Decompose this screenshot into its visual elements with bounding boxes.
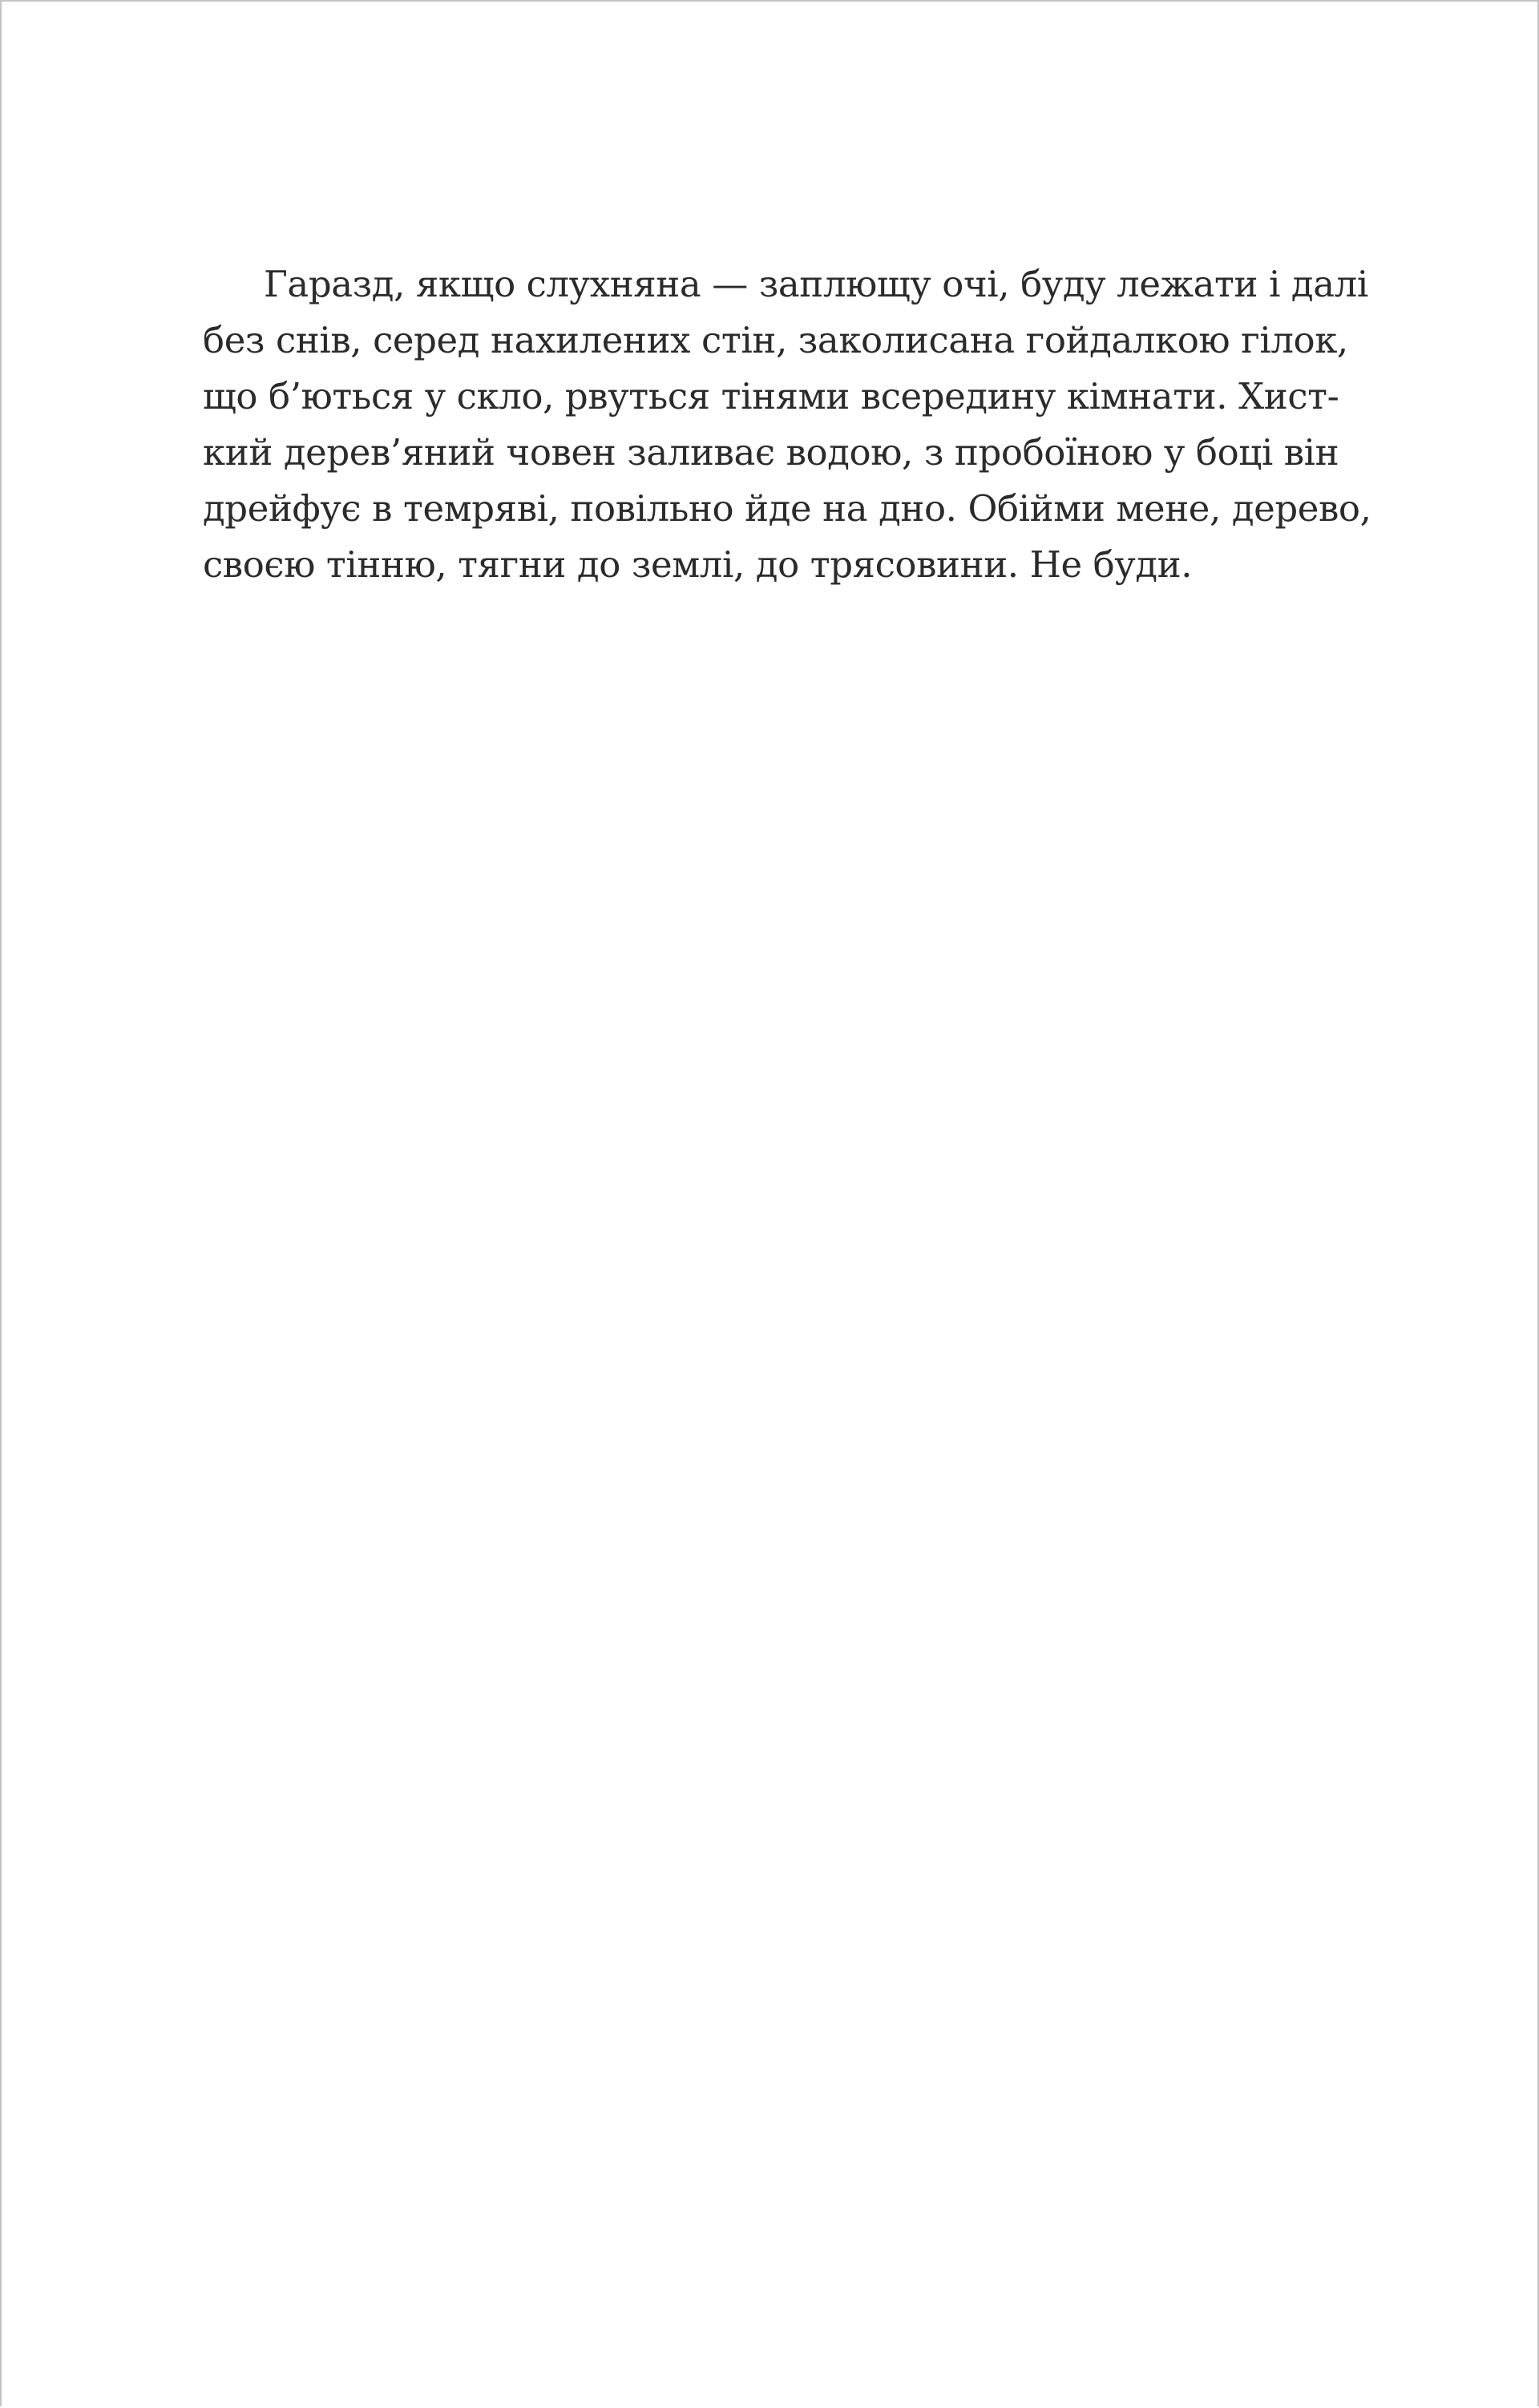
paragraph-line-3: що б’ються у скло, рвуться тінями всередину кімнати. Хист- xyxy=(203,375,1339,417)
paragraph-line-2: без снів, серед нахилених стін, заколисана гойдалкою гілок, xyxy=(203,319,1348,361)
paragraph-line-1: Гаразд, якщо слухняна — заплющу очі, буду лежати і далі xyxy=(264,263,1368,305)
paragraph-line-4: кий дерев’яний човен заливає водою, з пробоїною у боці він xyxy=(203,431,1339,474)
body-paragraph xyxy=(203,256,1371,593)
paragraph-line-5: дрейфує в темряві, повільно йде на дно. Обійми мене, дерево, xyxy=(203,487,1371,530)
paragraph-line-6: своєю тінню, тягни до землі, до трясовини. Не буди. xyxy=(203,543,1193,586)
